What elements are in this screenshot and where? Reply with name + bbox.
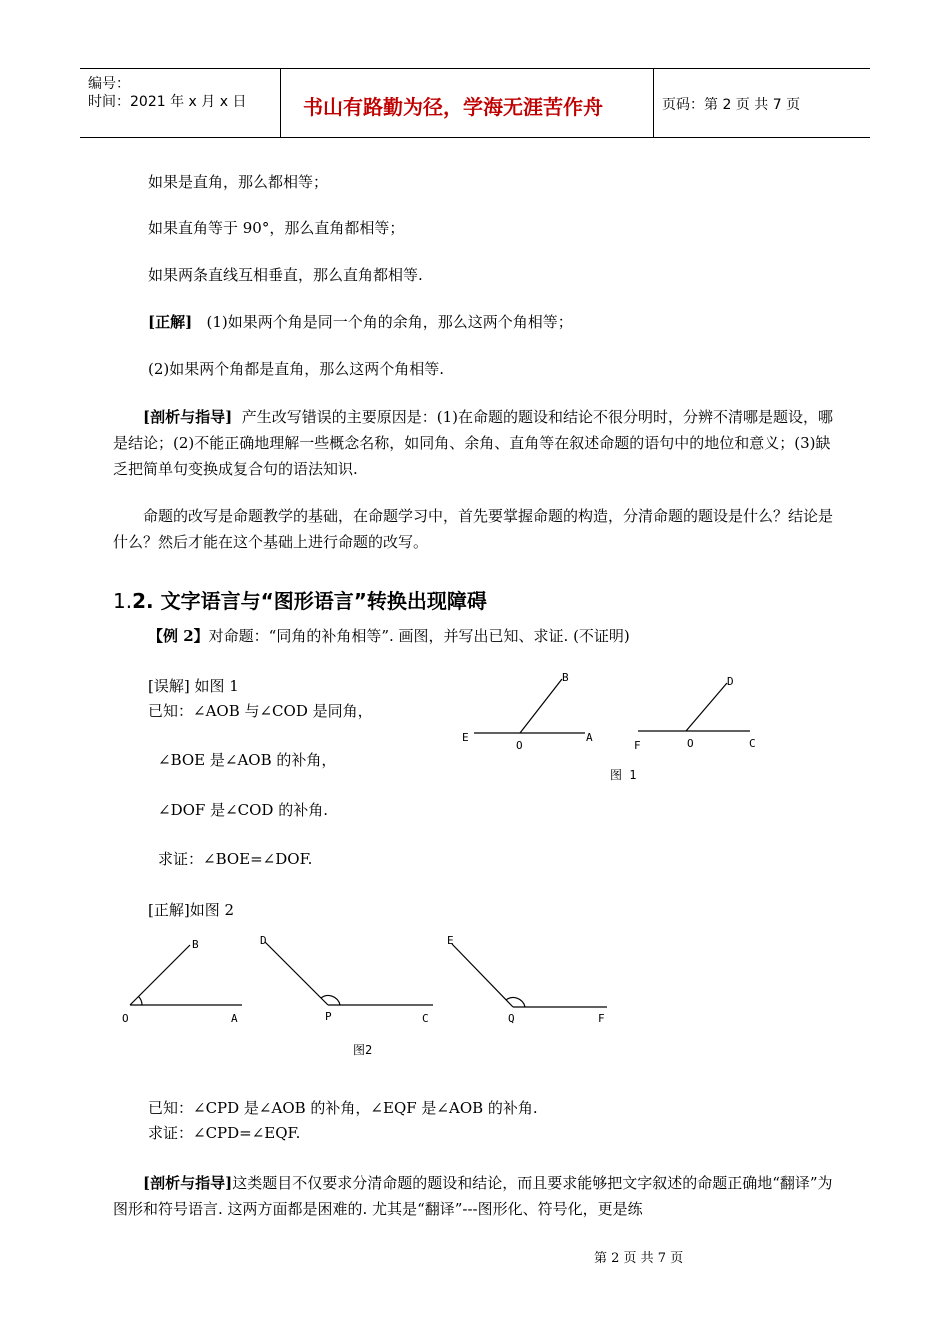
header-motto-cell bbox=[281, 69, 654, 137]
wrong-prove: 求证：∠BOE=∠DOF. bbox=[158, 850, 313, 868]
example-line bbox=[148, 624, 630, 648]
fig1-caption: 图 1 bbox=[610, 768, 637, 782]
figure-1 bbox=[450, 665, 780, 795]
right-title: [正解]如图 2 bbox=[148, 901, 235, 919]
analysis-text: 产生改写错误的主要原因是：(1)在命题的题设和结论不很分明时，分辨不清哪是题设，哪是结论；(2)不能正确地理解一些概念名称，如同角、余角、直角等在叙述命题的语句中的地位和意义；(3)缺乏把简单句变换成复合句的语法知识. bbox=[113, 408, 834, 478]
fig2-label-d: D bbox=[260, 934, 267, 947]
section-heading bbox=[113, 585, 487, 614]
example-text: 对命题：“同角的补角相等”. 画图，并写出已知、求证. (不证明) bbox=[208, 627, 630, 645]
fig2-label-f: F bbox=[598, 1012, 605, 1025]
wrong-boe: ∠BOE 是∠AOB 的补角， bbox=[158, 751, 337, 769]
figure-2 bbox=[110, 930, 620, 1060]
analysis-label: [剖析与指导] bbox=[143, 408, 233, 426]
section-number: 1. bbox=[113, 589, 133, 613]
doc-code-label: 编号： bbox=[88, 76, 130, 92]
page-footer: 第 2 页 共 7 页 bbox=[594, 1251, 684, 1266]
zhengjie-label: [正解] bbox=[148, 313, 193, 331]
body-line-1: 如果是直角，那么都相等； bbox=[148, 173, 329, 191]
fig2-label-e: E bbox=[447, 934, 454, 947]
fig2-label-p: P bbox=[325, 1010, 332, 1023]
wrong-dof: ∠DOF 是∠COD 的补角. bbox=[158, 801, 328, 819]
fig1-label-b: B bbox=[562, 671, 569, 684]
fig1-label-o2: O bbox=[687, 737, 694, 750]
analysis2-paragraph bbox=[113, 1170, 838, 1222]
analysis2-text: 这类题目不仅要求分清命题的题设和结论，而且要求能够把文字叙述的命题正确地“翻译”为图形和符号语言. 这两方面都是困难的. 尤其是“翻译”---图形化、符号化，更是练 bbox=[113, 1174, 833, 1218]
fig2-ray-ob bbox=[130, 945, 190, 1005]
fig2-ray-qe bbox=[452, 944, 513, 1007]
body-line-2: 如果直角等于 90°，那么直角都相等； bbox=[148, 219, 405, 237]
fig2-label-a: A bbox=[231, 1012, 238, 1025]
fig1-ray-od bbox=[686, 683, 727, 731]
analysis-paragraph bbox=[113, 404, 838, 482]
zhengjie-line-2: (2)如果两个角都是直角，那么这两个角相等. bbox=[148, 360, 445, 378]
fig2-label-q: Q bbox=[508, 1012, 515, 1025]
body-line-3: 如果两条直线互相垂直，那么直角都相等. bbox=[148, 266, 423, 284]
zhengjie-text-1: (1)如果两个角是同一个角的余角，那么这两个角相等； bbox=[206, 313, 573, 331]
fig1-label-a: A bbox=[586, 731, 593, 744]
header-page-info: 页码：第 2 页 共 7 页 bbox=[662, 97, 801, 113]
fig1-label-d: D bbox=[727, 675, 734, 688]
fig1-ray-ob bbox=[520, 679, 562, 733]
page-header bbox=[80, 68, 870, 138]
fig2-label-b: B bbox=[192, 938, 199, 951]
fig1-label-o: O bbox=[516, 739, 523, 752]
wrong-given: 已知：∠AOB 与∠COD 是同角， bbox=[148, 702, 373, 720]
header-motto: 书山有路勤为径，学海无涯苦作舟 bbox=[303, 95, 603, 119]
fig2-arc-o bbox=[139, 997, 143, 1006]
header-page-cell bbox=[654, 69, 870, 137]
fig2-caption: 图2 bbox=[353, 1043, 373, 1057]
fig2-ray-pd bbox=[265, 942, 328, 1005]
fig1-label-f: F bbox=[634, 739, 641, 752]
analysis2-label: [剖析与指导] bbox=[143, 1174, 233, 1192]
given-2: 已知：∠CPD 是∠AOB 的补角，∠EQF 是∠AOB 的补角. bbox=[148, 1099, 538, 1117]
summary-paragraph: 命题的改写是命题教学的基础，在命题学习中，首先要掌握命题的构造，分清命题的题设是什么？结论是什么？然后才能在这个基础上进行命题的改写。 bbox=[113, 507, 834, 551]
doc-time-label: 时间：2021 年 x 月 x 日 bbox=[88, 94, 247, 110]
header-meta-cell bbox=[80, 69, 281, 137]
section-title: 2. 文字语言与“图形语言”转换出现障碍 bbox=[132, 589, 487, 613]
example-label: 【例 2】 bbox=[148, 627, 209, 645]
zhengjie-line-1 bbox=[148, 310, 573, 334]
fig1-label-e: E bbox=[462, 731, 469, 744]
fig2-label-c: C bbox=[422, 1012, 429, 1025]
fig1-label-c: C bbox=[749, 737, 756, 750]
fig2-label-o: O bbox=[122, 1012, 129, 1025]
prove-2: 求证：∠CPD=∠EQF. bbox=[148, 1124, 301, 1142]
wrong-title: [误解] 如图 1 bbox=[148, 677, 239, 695]
